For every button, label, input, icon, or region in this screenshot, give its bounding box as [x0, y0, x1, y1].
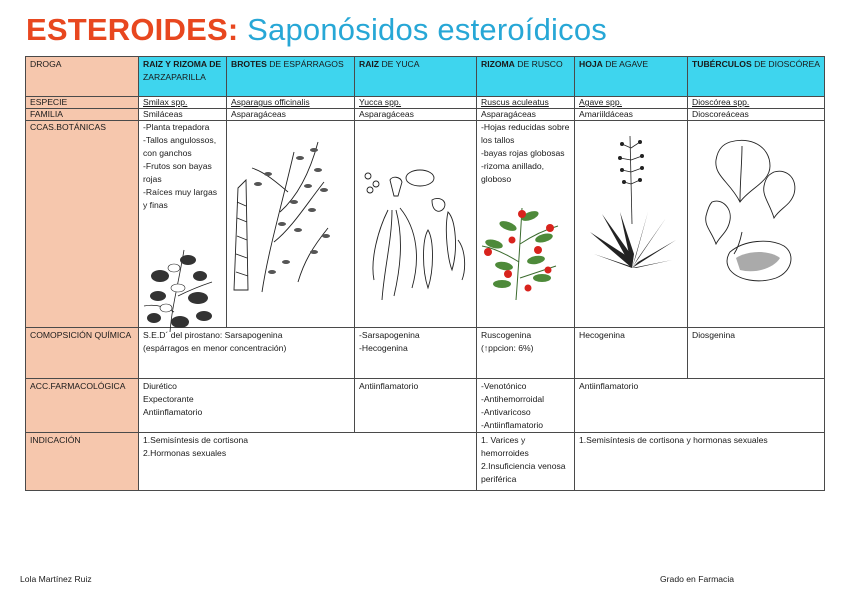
botanicas-rusco: -Hojas reducidas sobre los tallos -bayas rojas globosas -rizoma anillado, globoso: [477, 121, 575, 328]
especie-cell: Smilax spp.: [139, 97, 227, 109]
especie-cell: Ruscus aculeatus: [477, 97, 575, 109]
accion-agave-dioscorea: Antiinflamatorio: [575, 379, 825, 433]
accion-rusco: -Venotónico -Antihemorroidal -Antivaricoso -Antiinflamatorio: [477, 379, 575, 433]
especie-cell: Asparagus officinalis: [227, 97, 355, 109]
header-label: DROGA: [26, 57, 139, 97]
accion-yuca: Antiinflamatorio: [355, 379, 477, 433]
esparragos-illustration: [228, 132, 346, 300]
page-title: [26, 12, 607, 48]
indicacion-row: [26, 433, 825, 491]
title-sub: Saponósidos esteroídicos: [247, 12, 607, 47]
header-esparragos: BROTES DE ESPÁRRAGOS: [227, 57, 355, 97]
familia-cell: Amariildáceas: [575, 109, 688, 121]
composicion-row: [26, 328, 825, 379]
indicacion-rusco: 1. Varices y hemorroides 2.Insuficiencia venosa periférica: [477, 433, 575, 491]
footer-degree: Grado en Farmacia: [660, 574, 735, 584]
zarzaparilla-illustration: [140, 246, 218, 332]
familia-cell: Asparagáceas: [227, 109, 355, 121]
familia-cell: Smiláceas: [139, 109, 227, 121]
indicacion-label: INDICACIÓN: [26, 433, 139, 491]
agave-illustration: [586, 128, 678, 278]
familia-label: FAMILIA: [26, 109, 139, 121]
familia-cell: Dioscoreáceas: [688, 109, 825, 121]
composicion-agave: Hecogenina: [575, 328, 688, 379]
indicacion-agave-dioscorea: 1.Semisíntesis de cortisona y hormonas sexuales: [575, 433, 825, 491]
header-yuca: RAIZ DE YUCA: [355, 57, 477, 97]
composicion-yuca: -Sarsapogenina -Hecogenina: [355, 328, 477, 379]
especie-cell: Yucca spp.: [355, 97, 477, 109]
indicacion-zarza-yuca: 1.Semisíntesis de cortisona 2.Hormonas sexuales: [139, 433, 477, 491]
header-row: [26, 57, 825, 97]
composicion-label: COMOPSICIÓN QUÍMICA: [26, 328, 139, 379]
header-rusco: RIZOMA DE RUSCO: [477, 57, 575, 97]
botanicas-label: CCAS.BOTÁNICAS: [26, 121, 139, 328]
especie-label: ESPECIE: [26, 97, 139, 109]
footer-author: Lola Martínez Ruiz: [20, 574, 92, 584]
title-main: ESTEROIDES:: [26, 12, 239, 47]
familia-cell: Asparagáceas: [477, 109, 575, 121]
accion-label: ACC.FARMACOLÓGICA: [26, 379, 139, 433]
accion-zarza-esparragos: Diurético Expectorante Antiinflamatorio: [139, 379, 355, 433]
composicion-rusco: Ruscogenina (↑ppcion: 6%): [477, 328, 575, 379]
dioscorea-illustration: [700, 132, 800, 292]
familia-row: [26, 109, 825, 121]
rusco-illustration: [478, 204, 564, 300]
composicion-dioscorea: Diosgenina: [688, 328, 825, 379]
composicion-zarza-esparragos: S.E.D´ del pirostano: Sarsapogenina (espárragos en menor concentración): [139, 328, 355, 379]
familia-cell: Asparagáceas: [355, 109, 477, 121]
header-dioscorea: TUBÉRCULOS DE DIOSCÓREA: [688, 57, 825, 97]
especie-cell: Dioscórea spp.: [688, 97, 825, 109]
header-agave: HOJA DE AGAVE: [575, 57, 688, 97]
accion-row: [26, 379, 825, 433]
especie-row: [26, 97, 825, 109]
botanicas-zarzaparilla: -Planta trepadora -Tallos angulossos, con ganchos -Frutos son bayas rojas -Raíces muy largas y finas: [139, 121, 227, 328]
header-zarzaparilla: RAIZ Y RIZOMA DE ZARZAPARILLA: [139, 57, 227, 97]
especie-cell: Agave spp.: [575, 97, 688, 109]
yuca-illustration: [358, 160, 470, 306]
